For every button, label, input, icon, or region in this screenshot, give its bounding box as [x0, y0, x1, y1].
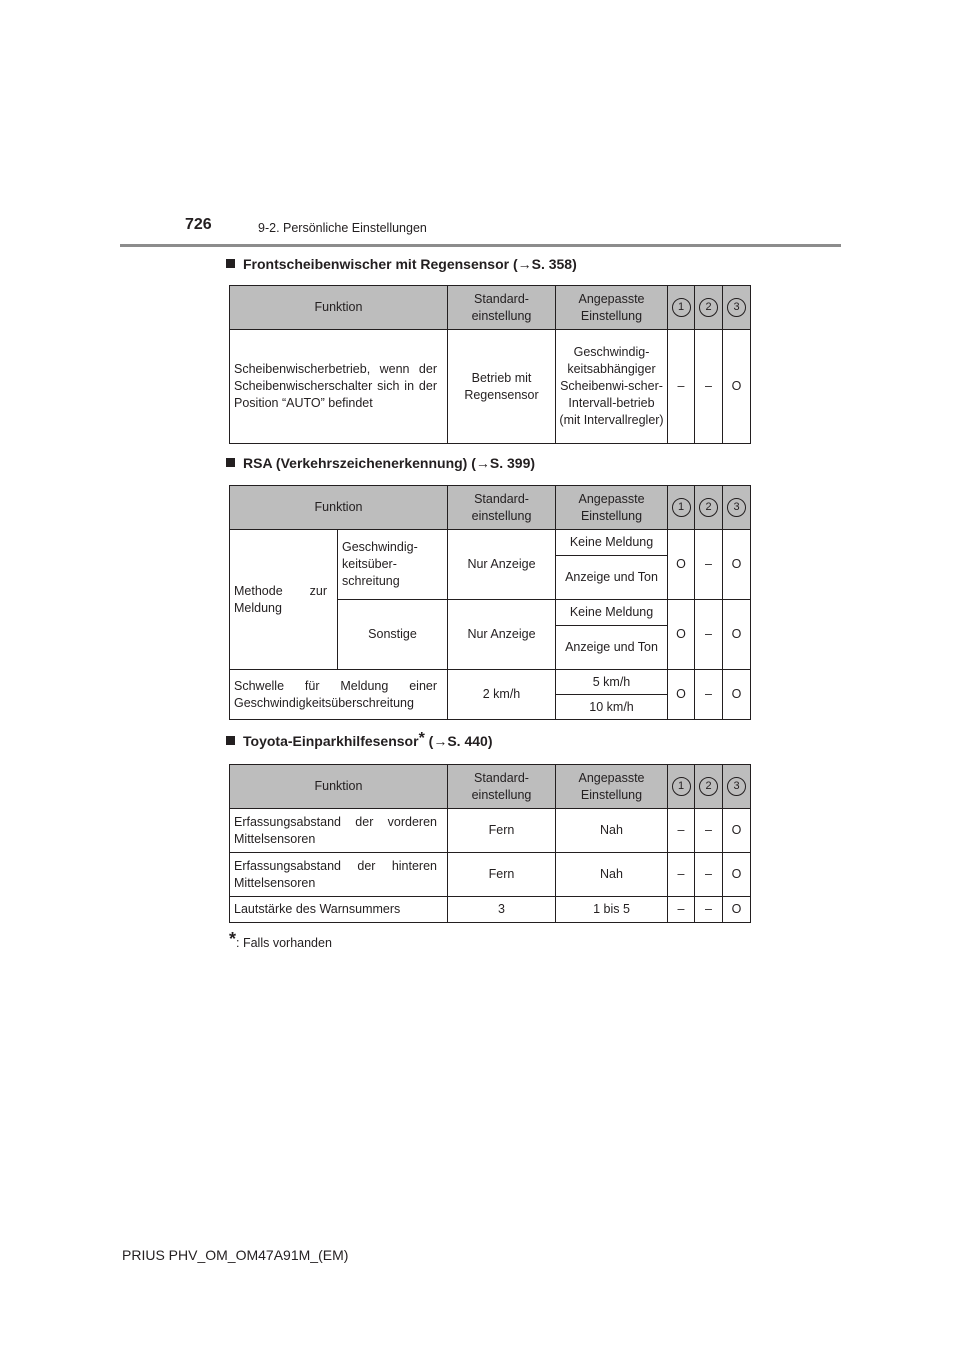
cell-c3: O [723, 530, 751, 600]
cell-c1: O [668, 530, 695, 600]
header-rule [120, 244, 841, 247]
heading-parking: Toyota-Einparkhilfesensor* (→S. 440) [226, 733, 493, 749]
cell-standard: 3 [448, 897, 556, 923]
table-header-row [230, 286, 751, 330]
table-row [230, 809, 751, 853]
table-row [230, 670, 751, 695]
cell-option: Anzeige und Ton [556, 626, 668, 670]
cell-c2: – [695, 330, 723, 444]
cell-c2: – [695, 853, 723, 897]
cell-angepasst: 1 bis 5 [556, 897, 668, 923]
cell-funktion: Erfassungsabstand der vorderen Mittelsensoren [230, 809, 448, 853]
section-label: 9-2. Persönliche Einstellungen [258, 221, 427, 235]
header-funktion: Funktion [230, 765, 448, 809]
header-standard: Standard-einstellung [448, 286, 556, 330]
cell-c2: – [695, 809, 723, 853]
square-bullet-icon [226, 736, 235, 745]
header-funktion: Funktion [230, 286, 448, 330]
cell-c3: O [723, 330, 751, 444]
cell-option: Keine Meldung [556, 600, 668, 626]
circle-3-icon: 3 [727, 298, 746, 317]
table-wiper [229, 285, 751, 444]
circle-3-icon: 3 [727, 777, 746, 796]
header-funktion: Funktion [230, 486, 448, 530]
page-number: 726 [185, 216, 212, 233]
cell-c2: – [695, 670, 723, 720]
cell-subgroup-label: Sonstige [338, 600, 448, 670]
cell-c1: O [668, 600, 695, 670]
header-standard: Standard-einstellung [448, 765, 556, 809]
cell-standard: 2 km/h [448, 670, 556, 720]
table-parking [229, 764, 751, 923]
document-code: PRIUS PHV_OM_OM47A91M_(EM) [122, 1247, 349, 1263]
circle-2-icon: 2 [699, 298, 718, 317]
cell-standard: Nur Anzeige [448, 600, 556, 670]
cell-option: Keine Meldung [556, 530, 668, 556]
circle-2-icon: 2 [699, 777, 718, 796]
table-row [230, 530, 751, 556]
cell-funktion: Scheibenwischerbetrieb, wenn der Scheibenwischerschalter sich in der Position “AUTO” befindet [230, 330, 448, 444]
table-row [230, 853, 751, 897]
table-rsa [229, 485, 751, 720]
table-row [230, 330, 751, 444]
cell-c1: – [668, 897, 695, 923]
cell-c1: – [668, 809, 695, 853]
circle-1-icon: 1 [672, 498, 691, 517]
footnote-star: * [229, 929, 237, 949]
cell-option: Anzeige und Ton [556, 556, 668, 600]
header-angepasst: Angepasste Einstellung [556, 286, 668, 330]
square-bullet-icon [226, 458, 235, 467]
circle-3-icon: 3 [727, 498, 746, 517]
cell-standard: Betrieb mit Regensensor [448, 330, 556, 444]
circle-1-icon: 1 [672, 298, 691, 317]
cell-standard: Fern [448, 853, 556, 897]
header-standard: Standard-einstellung [448, 486, 556, 530]
cell-standard: Nur Anzeige [448, 530, 556, 600]
cell-option: 10 km/h [556, 695, 668, 720]
heading-rsa: RSA (Verkehrszeichenerkennung) (→S. 399) [226, 455, 535, 471]
cell-c3: O [723, 670, 751, 720]
cell-angepasst: Geschwindig-keitsabhängiger Scheibenwi-scher-Intervall-betrieb (mit Intervallregler) [556, 330, 668, 444]
table-header-row [230, 486, 751, 530]
header-angepasst: Angepasste Einstellung [556, 765, 668, 809]
heading-wiper: Frontscheibenwischer mit Regensensor (→S. 358) [226, 256, 577, 272]
cell-angepasst: Nah [556, 853, 668, 897]
cell-c3: O [723, 809, 751, 853]
cell-c2: – [695, 530, 723, 600]
cell-c1: O [668, 670, 695, 720]
cell-subgroup-label: Geschwindig-keitsüber-schreitung [338, 530, 448, 600]
cell-funktion: Erfassungsabstand der hinteren Mittelsensoren [230, 853, 448, 897]
cell-c1: – [668, 853, 695, 897]
cell-c1: – [668, 330, 695, 444]
cell-c2: – [695, 600, 723, 670]
cell-threshold-label: Schwelle für Meldung einer Geschwindigkeitsüberschreitung [230, 670, 448, 720]
cell-c3: O [723, 897, 751, 923]
table-row [230, 897, 751, 923]
square-bullet-icon [226, 259, 235, 268]
cell-c2: – [695, 897, 723, 923]
circle-1-icon: 1 [672, 777, 691, 796]
cell-option: 5 km/h [556, 670, 668, 695]
cell-c3: O [723, 853, 751, 897]
footnote: *: Falls vorhanden [229, 929, 332, 950]
cell-group-label: Methode zur Meldung [230, 530, 338, 670]
cell-angepasst: Nah [556, 809, 668, 853]
circle-2-icon: 2 [699, 498, 718, 517]
cell-funktion: Lautstärke des Warnsummers [230, 897, 448, 923]
header-angepasst: Angepasste Einstellung [556, 486, 668, 530]
table-header-row [230, 765, 751, 809]
cell-standard: Fern [448, 809, 556, 853]
footnote-star: * [418, 730, 425, 747]
cell-c3: O [723, 600, 751, 670]
